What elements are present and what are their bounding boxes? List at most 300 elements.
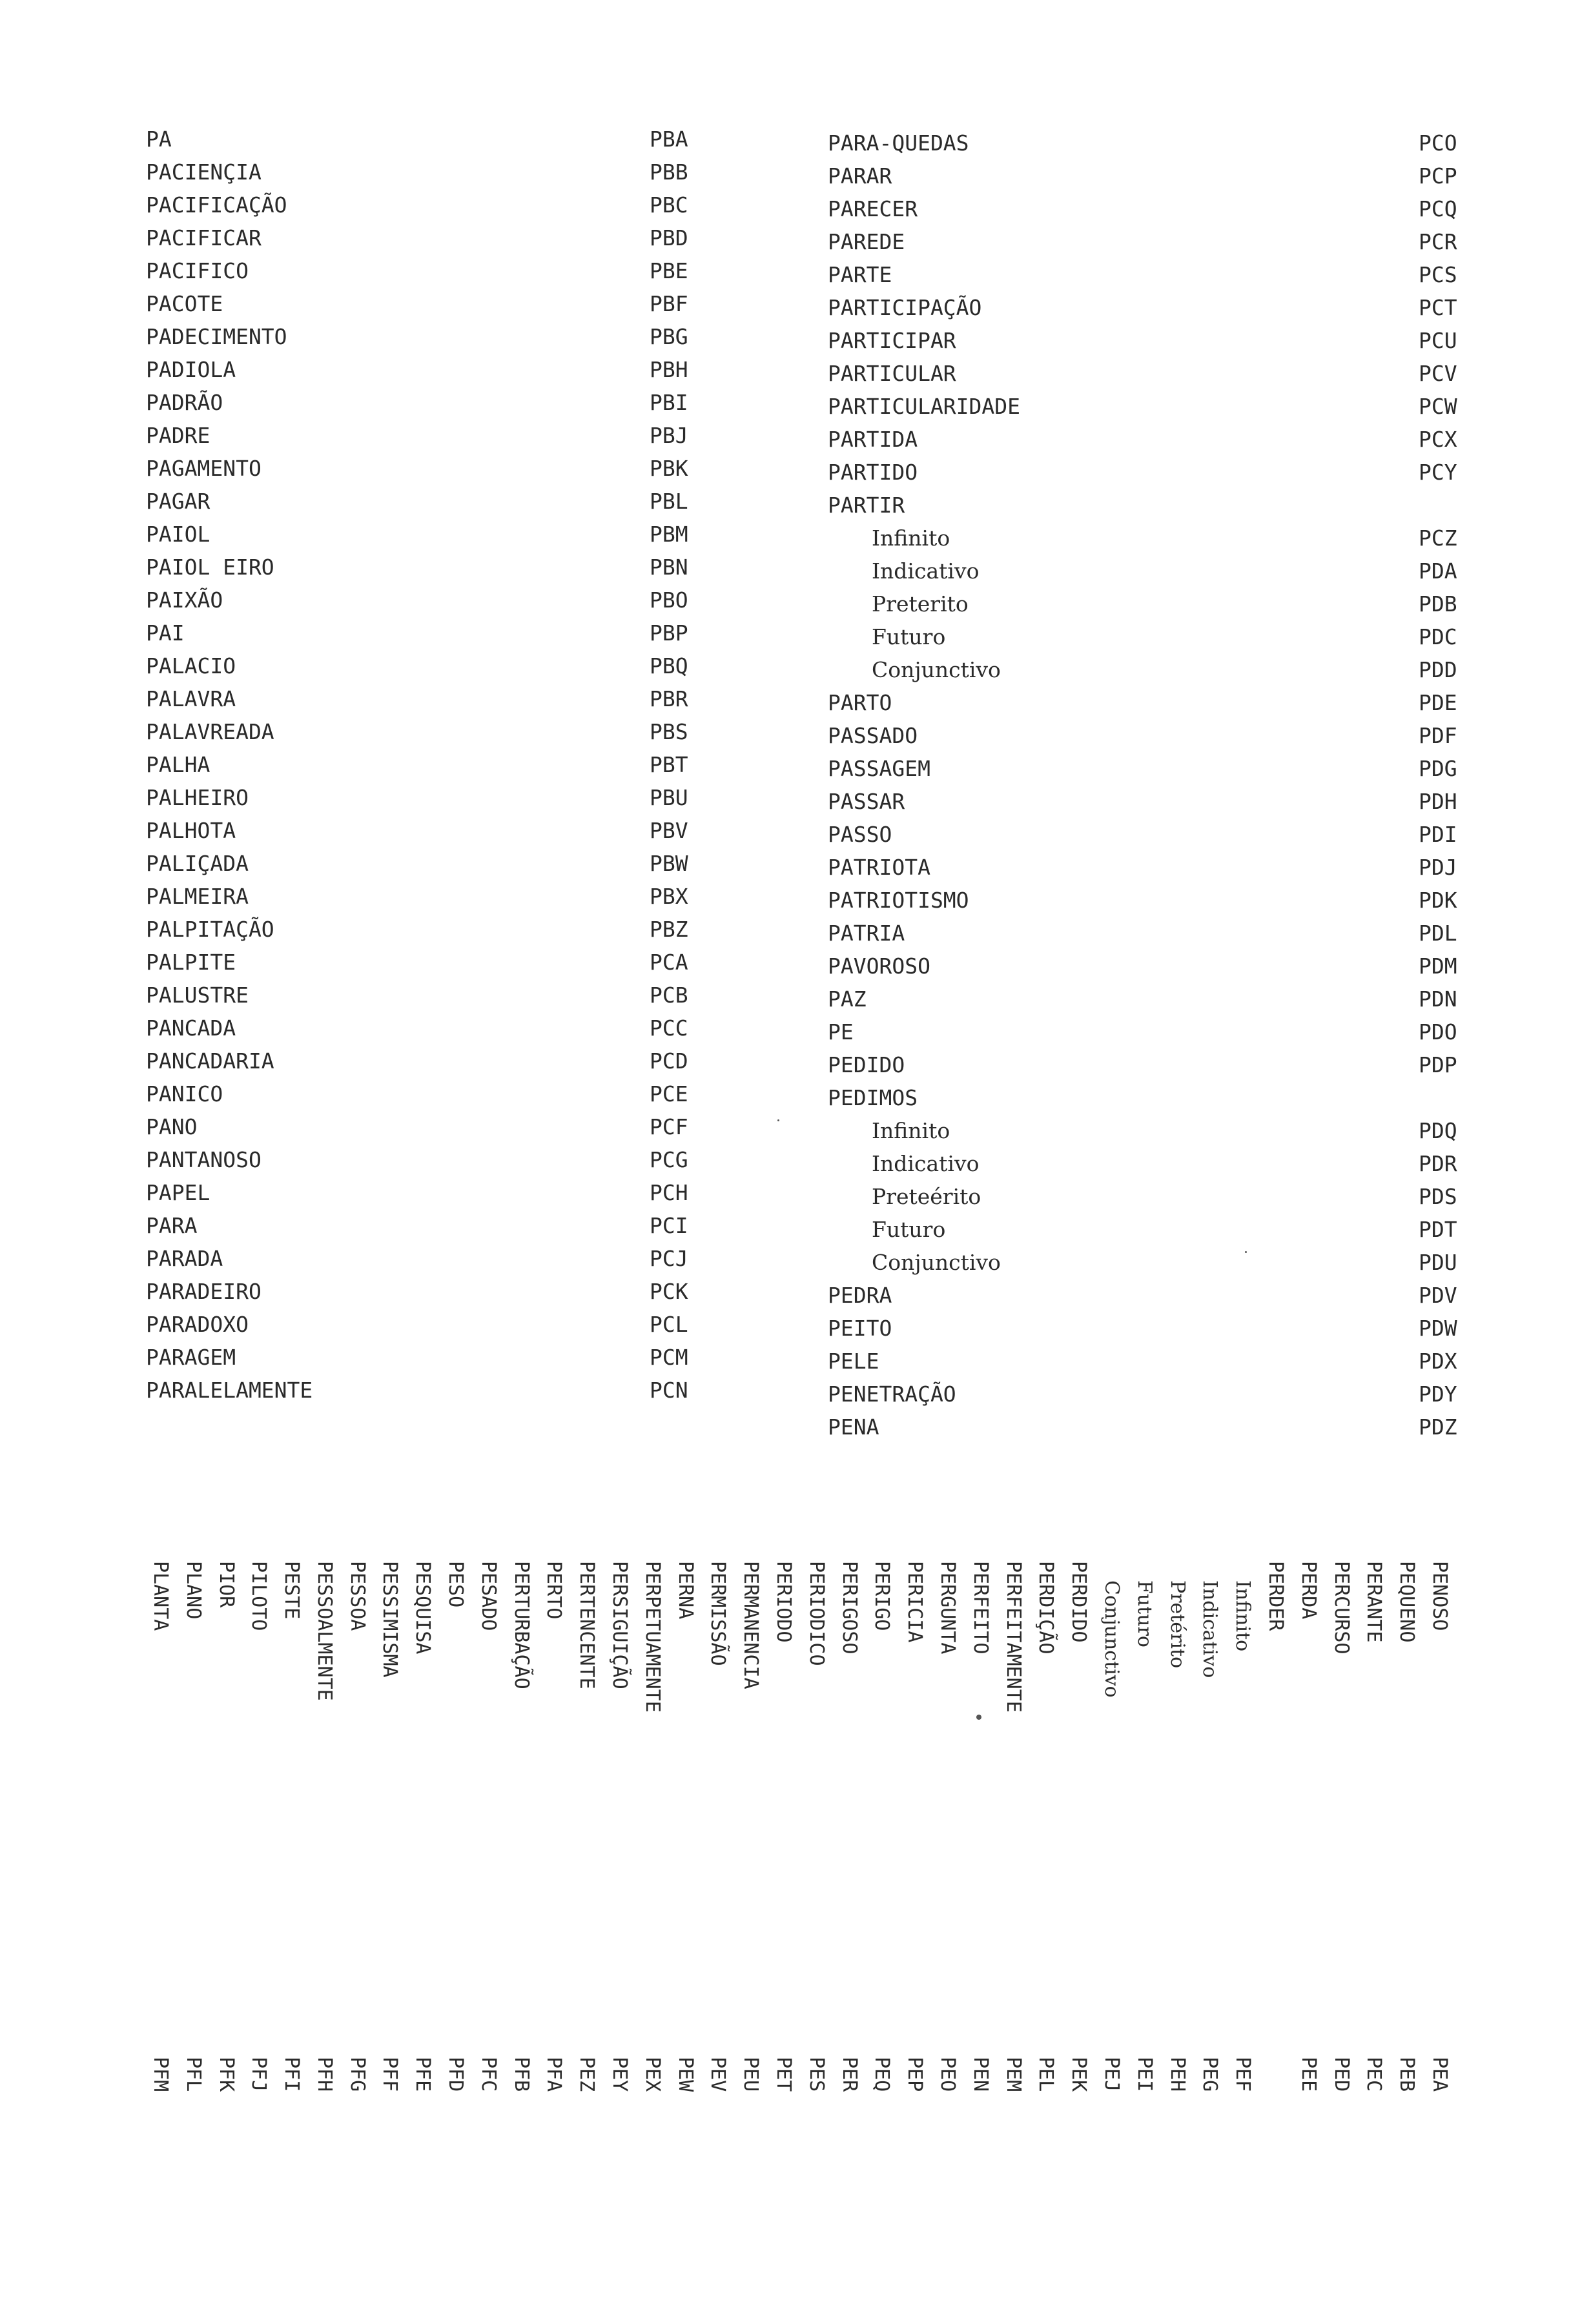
entry-word: PENETRAÇÃO (828, 1381, 956, 1407)
rotated-entry-code (274, 2057, 307, 2092)
rotated-entry-word (1390, 1561, 1422, 1713)
rotated-word-text: PENOSO (1428, 1561, 1451, 1631)
rotated-code-text: PEN (969, 2057, 992, 2092)
entry-word: PAIOL EIRO (146, 555, 274, 580)
rotated-code-text: PED (1329, 2057, 1353, 2092)
rotated-code-text: PEA (1428, 2057, 1451, 2092)
code-entry (828, 653, 1473, 686)
code-entry (828, 1081, 1473, 1114)
code-entry (146, 287, 727, 320)
entry-word: PANTANOSO (146, 1147, 262, 1172)
rotated-entry-code (176, 2057, 209, 2092)
code-entry (146, 254, 727, 287)
rotated-entry-word (668, 1561, 701, 1713)
rotated-entry-code (1160, 2057, 1193, 2092)
rotated-word-text: PERNA (673, 1561, 697, 1620)
code-entry (146, 979, 727, 1012)
entry-word: PARTIR (828, 493, 905, 518)
entry-word: PENA (828, 1414, 879, 1440)
code-entry (146, 1012, 727, 1045)
entry-code: PDI (1419, 822, 1457, 847)
rotated-entry-code (1029, 2057, 1062, 2092)
entry-code: PDB (1419, 591, 1457, 617)
code-entry (828, 489, 1473, 522)
code-entry (828, 258, 1473, 291)
rotated-code-text: PEB (1395, 2057, 1419, 2092)
rotated-word-text: PERMISSÃO (706, 1561, 730, 1666)
entry-code: PDE (1419, 690, 1457, 715)
rotated-entry-word (438, 1561, 471, 1713)
entry-code: PDK (1419, 888, 1457, 913)
entry-word: PE (828, 1019, 854, 1045)
code-entry (146, 353, 727, 386)
rotated-code-text: PEK (1067, 2057, 1091, 2092)
entry-code: PBO (650, 587, 688, 613)
code-entry (828, 225, 1473, 258)
code-entry (828, 127, 1473, 159)
entry-code: PBK (650, 456, 688, 481)
rotated-word-text: PERPETUAMENTE (641, 1561, 664, 1713)
entry-word: Futuro (872, 1217, 946, 1242)
code-entry (828, 587, 1473, 620)
code-entry (146, 1143, 727, 1176)
entry-code: PBD (650, 225, 688, 250)
entry-code: PBI (650, 390, 688, 415)
entry-word: PATRIOTA (828, 855, 930, 880)
rotated-entry-word (1029, 1561, 1062, 1713)
entry-word: PAVOROSO (828, 953, 930, 979)
entry-code: PCD (650, 1048, 688, 1074)
entry-code: PCX (1419, 427, 1457, 452)
entry-word: Conjunctivo (872, 1250, 1001, 1275)
rotated-word-list (143, 1561, 1455, 1713)
code-entry (828, 719, 1473, 752)
rotated-word-text: PERIODICO (805, 1561, 828, 1666)
entry-code: PBR (650, 686, 688, 711)
entry-word: PAIOL (146, 522, 210, 547)
entry-code: PBP (650, 620, 688, 646)
rotated-entry-word (963, 1561, 996, 1713)
code-entry (828, 1411, 1473, 1443)
code-entry (828, 686, 1473, 719)
entry-word: PAGAMENTO (146, 456, 262, 481)
entry-word: Preteérito (872, 1184, 981, 1209)
left-code-column (146, 123, 727, 1407)
entry-word: PARTICIPAÇÃO (828, 295, 982, 320)
entry-word: PA (146, 127, 172, 152)
code-entry (146, 880, 727, 913)
entry-word: PADIOLA (146, 357, 236, 382)
entry-word: Indicativo (872, 1151, 980, 1176)
entry-code: PCZ (1419, 525, 1457, 551)
code-entry (146, 913, 727, 946)
code-entry (146, 682, 727, 715)
rotated-code-text: PFL (181, 2057, 205, 2092)
rotated-entry-code (701, 2057, 734, 2092)
entry-word: PARTIDA (828, 427, 918, 452)
rotated-entry-word (996, 1561, 1029, 1713)
code-entry (828, 752, 1473, 785)
rotated-entry-word (1226, 1561, 1258, 1713)
rotated-entry-word (570, 1561, 602, 1713)
rotated-word-text: PERSIGUIÇÃO (608, 1561, 631, 1689)
entry-word: PEDRA (828, 1283, 892, 1308)
rotated-word-text: Indicativo (1198, 1580, 1222, 1678)
entry-code: PBJ (650, 423, 688, 448)
rotated-entry-word (209, 1561, 242, 1713)
entry-code: PCA (650, 950, 688, 975)
rotated-word-text: PERANTE (1362, 1561, 1386, 1643)
code-entry (146, 584, 727, 617)
rotated-code-text: PES (805, 2057, 828, 2092)
entry-code: PCY (1419, 460, 1457, 485)
entry-word: PAZ (828, 986, 867, 1012)
entry-code: PBA (650, 127, 688, 152)
entry-word: PARAGEM (146, 1345, 236, 1370)
entry-word: PACIFICO (146, 258, 249, 283)
code-entry (146, 946, 727, 979)
code-entry (828, 291, 1473, 324)
rotated-entry-word (1062, 1561, 1094, 1713)
rotated-entry-code (799, 2057, 832, 2092)
entry-code: PDO (1419, 1019, 1457, 1045)
rotated-code-text: PEF (1231, 2057, 1255, 2092)
entry-code: PBX (650, 884, 688, 909)
code-entry (828, 1180, 1473, 1213)
rotated-code-text: PFG (345, 2057, 369, 2092)
entry-word: PARTICULARIDADE (828, 394, 1021, 419)
entry-code: PCT (1419, 295, 1457, 320)
entry-code: PDM (1419, 953, 1457, 979)
rotated-word-text: PILOTO (247, 1561, 271, 1631)
rotated-word-text: Futuro (1133, 1580, 1156, 1647)
code-entry (828, 192, 1473, 225)
entry-code: PCV (1419, 361, 1457, 386)
code-entry (828, 522, 1473, 555)
entry-word: PARTICULAR (828, 361, 956, 386)
entry-word: PADECIMENTO (146, 324, 287, 349)
rotated-entry-word (602, 1561, 635, 1713)
rotated-entry-word (1193, 1561, 1226, 1713)
rotated-word-text: PERTO (542, 1561, 566, 1620)
entry-code: PDR (1419, 1151, 1457, 1176)
rotated-entry-word (406, 1561, 439, 1713)
rotated-entry-word (898, 1561, 930, 1713)
code-entry (146, 320, 727, 353)
rotated-entry-word (307, 1561, 340, 1713)
rotated-code-list (143, 2057, 1455, 2092)
code-entry (828, 785, 1473, 818)
entry-word: PALUSTRE (146, 983, 249, 1008)
entry-code: PBW (650, 851, 688, 876)
entry-word: PARA (146, 1213, 198, 1238)
rotated-entry-word (1094, 1561, 1127, 1713)
code-entry (146, 715, 727, 748)
entry-code: PCS (1419, 262, 1457, 287)
entry-word: PARECER (828, 196, 918, 221)
entry-word: PALHA (146, 752, 210, 777)
entry-word: PARTE (828, 262, 892, 287)
code-entry (828, 1048, 1473, 1081)
rotated-code-text: PFM (149, 2057, 172, 2092)
rotated-code-text: PFD (444, 2057, 467, 2092)
rotated-code-text: PEO (936, 2057, 960, 2092)
rotated-code-text: PFC (477, 2057, 500, 2092)
code-entry (828, 950, 1473, 983)
entry-code: PDC (1419, 624, 1457, 649)
rotated-word-text: PIOR (214, 1561, 238, 1608)
entry-code: PDZ (1419, 1414, 1457, 1440)
code-entry (146, 781, 727, 814)
rotated-word-text: PERFEITAMENTE (1001, 1561, 1025, 1713)
entry-word: PACIFICAÇÃO (146, 192, 287, 218)
entry-code: PDL (1419, 921, 1457, 946)
rotated-entry-word (865, 1561, 898, 1713)
rotated-word-text: PESADO (477, 1561, 500, 1631)
entry-word: PARTICIPAR (828, 328, 956, 353)
rotated-entry-code (963, 2057, 996, 2092)
code-entry (146, 221, 727, 254)
code-entry (146, 189, 727, 221)
code-entry (146, 1045, 727, 1077)
entry-code: PCL (650, 1312, 688, 1337)
rotated-entry-code (242, 2057, 275, 2092)
rotated-entry-word (799, 1561, 832, 1713)
entry-code: PDP (1419, 1052, 1457, 1077)
code-entry (146, 1110, 727, 1143)
rotated-entry-code (832, 2057, 865, 2092)
entry-code: PCP (1419, 163, 1457, 189)
entry-word: PALHOTA (146, 818, 236, 843)
rotated-word-text: Pretérito (1165, 1580, 1189, 1669)
rotated-word-text: Infinito (1231, 1580, 1255, 1652)
rotated-entry-code (307, 2057, 340, 2092)
entry-word: PAREDE (828, 229, 905, 254)
entry-code: PDV (1419, 1283, 1457, 1308)
rotated-entry-code (930, 2057, 963, 2092)
rotated-code-text: PFJ (247, 2057, 271, 2092)
rotated-entry-word (1258, 1561, 1291, 1713)
rotated-entry-word (1357, 1561, 1390, 1713)
rotated-entry-code (406, 2057, 439, 2092)
rotated-entry-code (898, 2057, 930, 2092)
entry-code: PCI (650, 1213, 688, 1238)
rotated-word-text: PERIGO (870, 1561, 894, 1631)
code-entry (146, 156, 727, 189)
entry-word: PALIÇADA (146, 851, 249, 876)
rotated-entry-code (1127, 2057, 1160, 2092)
entry-word: PACIENÇIA (146, 159, 262, 185)
entry-word: PARA-QUEDAS (828, 130, 969, 156)
rotated-word-text: PLANTA (149, 1561, 172, 1631)
entry-word: PALAVREADA (146, 719, 274, 744)
entry-code: PCF (650, 1114, 688, 1139)
code-entry (828, 357, 1473, 390)
rotated-entry-code (1226, 2057, 1258, 2092)
entry-word: Preterito (872, 591, 969, 617)
entry-word: PACOTE (146, 291, 223, 316)
entry-word: PALPITAÇÃO (146, 917, 274, 942)
rotated-entry-code (635, 2057, 668, 2092)
entry-code: PDY (1419, 1381, 1457, 1407)
entry-code: PCW (1419, 394, 1457, 419)
entry-word: PALHEIRO (146, 785, 249, 810)
rotated-entry-word (340, 1561, 373, 1713)
rotated-code-text: PFK (214, 2057, 238, 2092)
entry-word: PELE (828, 1349, 879, 1374)
rotated-entry-word (1127, 1561, 1160, 1713)
rotated-entry-code (471, 2057, 504, 2092)
entry-code: PDF (1419, 723, 1457, 748)
rotated-entry-word (537, 1561, 570, 1713)
code-entry (146, 1176, 727, 1209)
code-entry (828, 1279, 1473, 1312)
rotated-word-text: PERGUNTA (936, 1561, 960, 1655)
rotated-entry-code (1193, 2057, 1226, 2092)
rotated-entry-word (143, 1561, 176, 1713)
ink-speck (777, 1119, 779, 1121)
entry-word: PARALELAMENTE (146, 1378, 313, 1403)
entry-code: PBN (650, 555, 688, 580)
rotated-entry-word (701, 1561, 734, 1713)
rotated-entry-code (602, 2057, 635, 2092)
rotated-entry-code (537, 2057, 570, 2092)
entry-word: PAPEL (146, 1180, 210, 1205)
entry-word: PARADA (146, 1246, 223, 1271)
rotated-entry-code (209, 2057, 242, 2092)
rotated-entry-code (1422, 2057, 1455, 2092)
rotated-word-text: PLANO (181, 1561, 205, 1620)
entry-word: PANICO (146, 1081, 223, 1106)
entry-word: PANO (146, 1114, 198, 1139)
entry-code: PDX (1419, 1349, 1457, 1374)
entry-code: PDG (1419, 756, 1457, 781)
entry-code: PCC (650, 1015, 688, 1041)
entry-code: PBZ (650, 917, 688, 942)
code-entry (146, 1077, 727, 1110)
code-entry (146, 551, 727, 584)
rotated-code-text: PFB (509, 2057, 533, 2092)
entry-code: PCG (650, 1147, 688, 1172)
rotated-word-text: PESQUISA (411, 1561, 435, 1655)
entry-code: PBT (650, 752, 688, 777)
rotated-entry-code (1390, 2057, 1422, 2092)
code-entry (146, 649, 727, 682)
rotated-code-text: PFA (542, 2057, 566, 2092)
code-entry (146, 617, 727, 649)
entry-code: PCR (1419, 229, 1457, 254)
rotated-entry-word (1422, 1561, 1455, 1713)
entry-word: PATRIA (828, 921, 905, 946)
entry-code: PDU (1419, 1250, 1457, 1275)
code-entry (828, 1114, 1473, 1147)
code-entry (828, 159, 1473, 192)
ink-speck (1245, 1251, 1247, 1253)
code-entry (828, 983, 1473, 1015)
rotated-code-text: PEL (1034, 2057, 1058, 2092)
rotated-entry-code (865, 2057, 898, 2092)
rotated-code-text: PEH (1165, 2057, 1189, 2092)
entry-word: PADRE (146, 423, 210, 448)
rotated-entry-word (766, 1561, 799, 1713)
rotated-word-text: PERTENCENTE (575, 1561, 599, 1689)
entry-code: PBV (650, 818, 688, 843)
rotated-code-text: PFI (280, 2057, 303, 2092)
entry-code: PBF (650, 291, 688, 316)
code-entry (828, 620, 1473, 653)
entry-code: PCO (1419, 130, 1457, 156)
rotated-code-text: PEV (706, 2057, 730, 2092)
code-entry (146, 748, 727, 781)
rotated-code-text: PEQ (870, 2057, 894, 2092)
entry-word: PASSAR (828, 789, 905, 814)
rotated-word-text: PESSIMISMA (378, 1561, 402, 1678)
entry-code: PDT (1419, 1217, 1457, 1242)
code-entry (828, 818, 1473, 851)
entry-code: PCU (1419, 328, 1457, 353)
code-entry (146, 1341, 727, 1374)
rotated-word-text: PEQUENO (1395, 1561, 1419, 1643)
entry-code: PDA (1419, 558, 1457, 584)
entry-word: Infinito (872, 1118, 950, 1143)
code-entry (828, 1378, 1473, 1411)
rotated-code-text: PEG (1198, 2057, 1222, 2092)
entry-code: PDS (1419, 1184, 1457, 1209)
entry-word: PADRÃO (146, 390, 223, 415)
code-entry (146, 518, 727, 551)
code-entry (828, 917, 1473, 950)
rotated-code-text: PEJ (1100, 2057, 1124, 2092)
entry-code: PBM (650, 522, 688, 547)
entry-word: PAGAR (146, 489, 210, 514)
entry-code: PBE (650, 258, 688, 283)
code-entry (828, 390, 1473, 423)
rotated-entry-code (1258, 2057, 1324, 2092)
entry-code: PDW (1419, 1316, 1457, 1341)
rotated-entry-code (504, 2057, 537, 2092)
rotated-word-text: PERTURBAÇÃO (509, 1561, 533, 1689)
rotated-entry-word (504, 1561, 537, 1713)
ink-speck (976, 1715, 981, 1720)
entry-code: PCE (650, 1081, 688, 1106)
entry-code: PBC (650, 192, 688, 218)
rotated-word-text: PERDIÇÃO (1034, 1561, 1058, 1655)
rotated-entry-code (1062, 2057, 1094, 2092)
entry-word: PANCADA (146, 1015, 236, 1041)
entry-word: PALAVRA (146, 686, 236, 711)
entry-word: PASSO (828, 822, 892, 847)
rotated-entry-word (734, 1561, 766, 1713)
rotated-entry-word (1324, 1561, 1357, 1713)
rotated-code-text: PEY (608, 2057, 631, 2092)
entry-code: PCJ (650, 1246, 688, 1271)
entry-code: PDJ (1419, 855, 1457, 880)
entry-code: PBB (650, 159, 688, 185)
rotated-entry-code (438, 2057, 471, 2092)
rotated-entry-word (1291, 1561, 1324, 1713)
entry-code: PBL (650, 489, 688, 514)
entry-code: PDD (1419, 657, 1457, 682)
rotated-entry-code (734, 2057, 766, 2092)
rotated-word-text: PERMANENCIA (739, 1561, 763, 1689)
entry-code: PCQ (1419, 196, 1457, 221)
code-entry (146, 1242, 727, 1275)
rotated-word-text: Conjunctivo (1100, 1580, 1124, 1698)
rotated-entry-word (373, 1561, 406, 1713)
rotated-entry-word (635, 1561, 668, 1713)
rotated-entry-code (570, 2057, 602, 2092)
entry-code: PCB (650, 983, 688, 1008)
